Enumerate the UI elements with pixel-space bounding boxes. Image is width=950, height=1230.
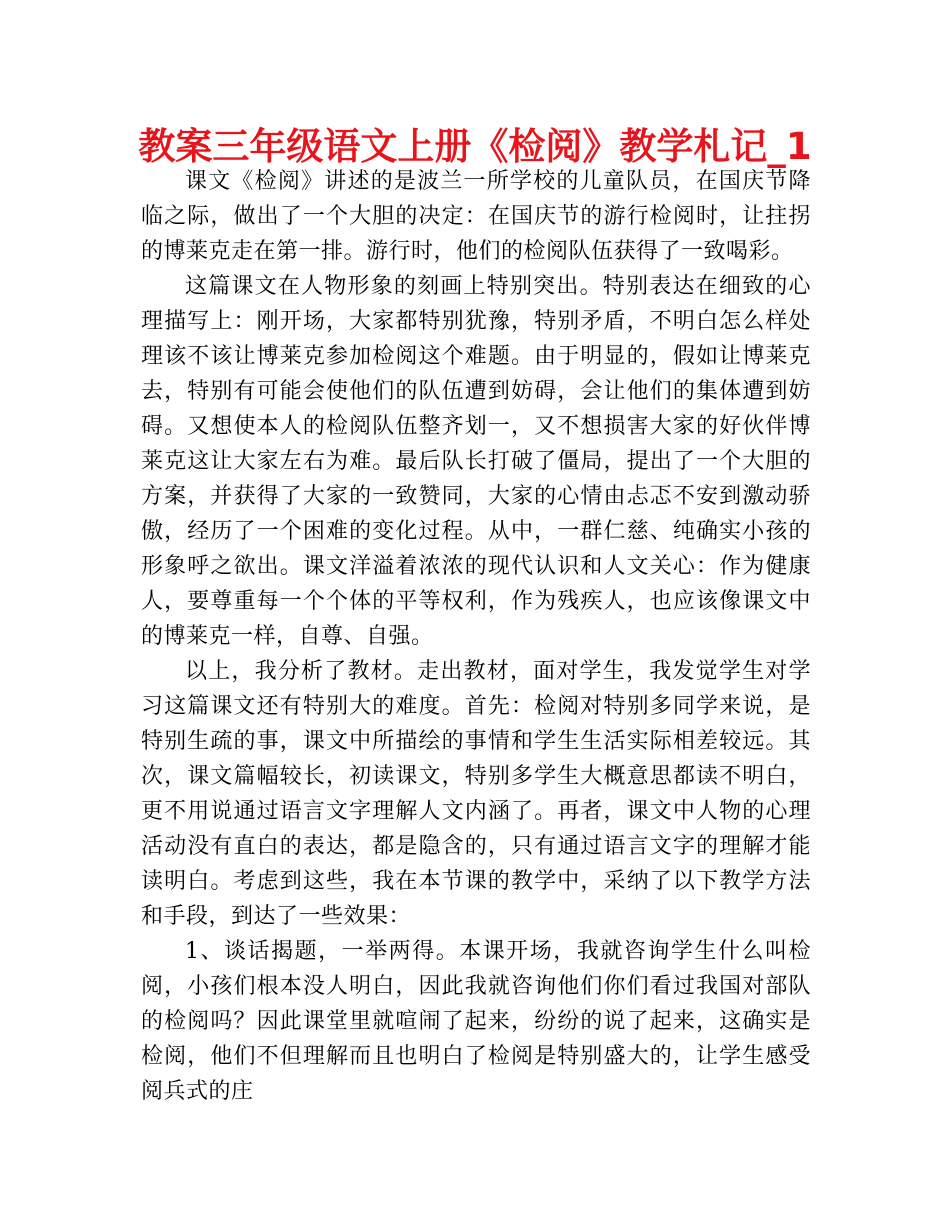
document-title: 教案三年级语文上册《检阅》教学札记_1 — [138, 125, 812, 168]
paragraph-3: 以上，我分析了教材。走出教材，面对学生，我发觉学生对学习这篇课文还有特别大的难度。首先：检阅对特别多同学来说，是特别生疏的事，课文中所描绘的事情和学生生活实际相差较远。其次，课文篇幅较长，初读课文，特别多学生大概意思都读不明白，更不用说通过语言文字理解人文内涵了。再者，课文中人物的心理活动没有直白的表达，都是隐含的，只有通过语言文字的理解才能读明白。考虑到这些，我在本节课的教学中，采纳了以下教学方法和手段，到达了一些效果： — [141, 659, 811, 929]
paragraph-1: 课文《检阅》讲述的是波兰一所学校的儿童队员，在国庆节降临之际，做出了一个大胆的决定：在国庆节的游行检阅时，让拄拐的博莱克走在第一排。游行时，他们的检阅队伍获得了一致喝彩。 — [141, 169, 811, 264]
paragraph-4: 1、谈话揭题，一举两得。本课开场，我就咨询学生什么叫检阅，小孩们根本没人明白，因此我就咨询他们你们看过我国对部队的检阅吗？因此课堂里就喧闹了起来，纷纷的说了起来，这确实是检阅，他们不但理解而且也明白了检阅是特别盛大的，让学生感受阅兵式的庄 — [141, 939, 811, 1104]
paragraph-2: 这篇课文在人物形象的刻画上特别突出。特别表达在细致的心理描写上：刚开场，大家都特别犹豫，特别矛盾，不明白怎么样处理该不该让博莱克参加检阅这个难题。由于明显的，假如让博莱克去，特别有可能会使他们的队伍遭到妨碍，会让他们的集体遭到妨碍。又想使本人的检阅队伍整齐划一，又不想损害大家的好伙伴博莱克这让大家左右为难。最后队长打破了僵局，提出了一个大胆的方案，并获得了大家的一致赞同，大家的心情由忐忑不安到激动骄傲，经历了一个困难的变化过程。从中，一群仁慈、纯确实小孩的形象呼之欲出。课文洋溢着浓浓的现代认识和人文关心：作为健康人，要尊重每一个个体的平等权利，作为残疾人，也应该像课文中的博莱克一样，自尊、自强。 — [141, 274, 811, 649]
document-body — [141, 164, 811, 1109]
